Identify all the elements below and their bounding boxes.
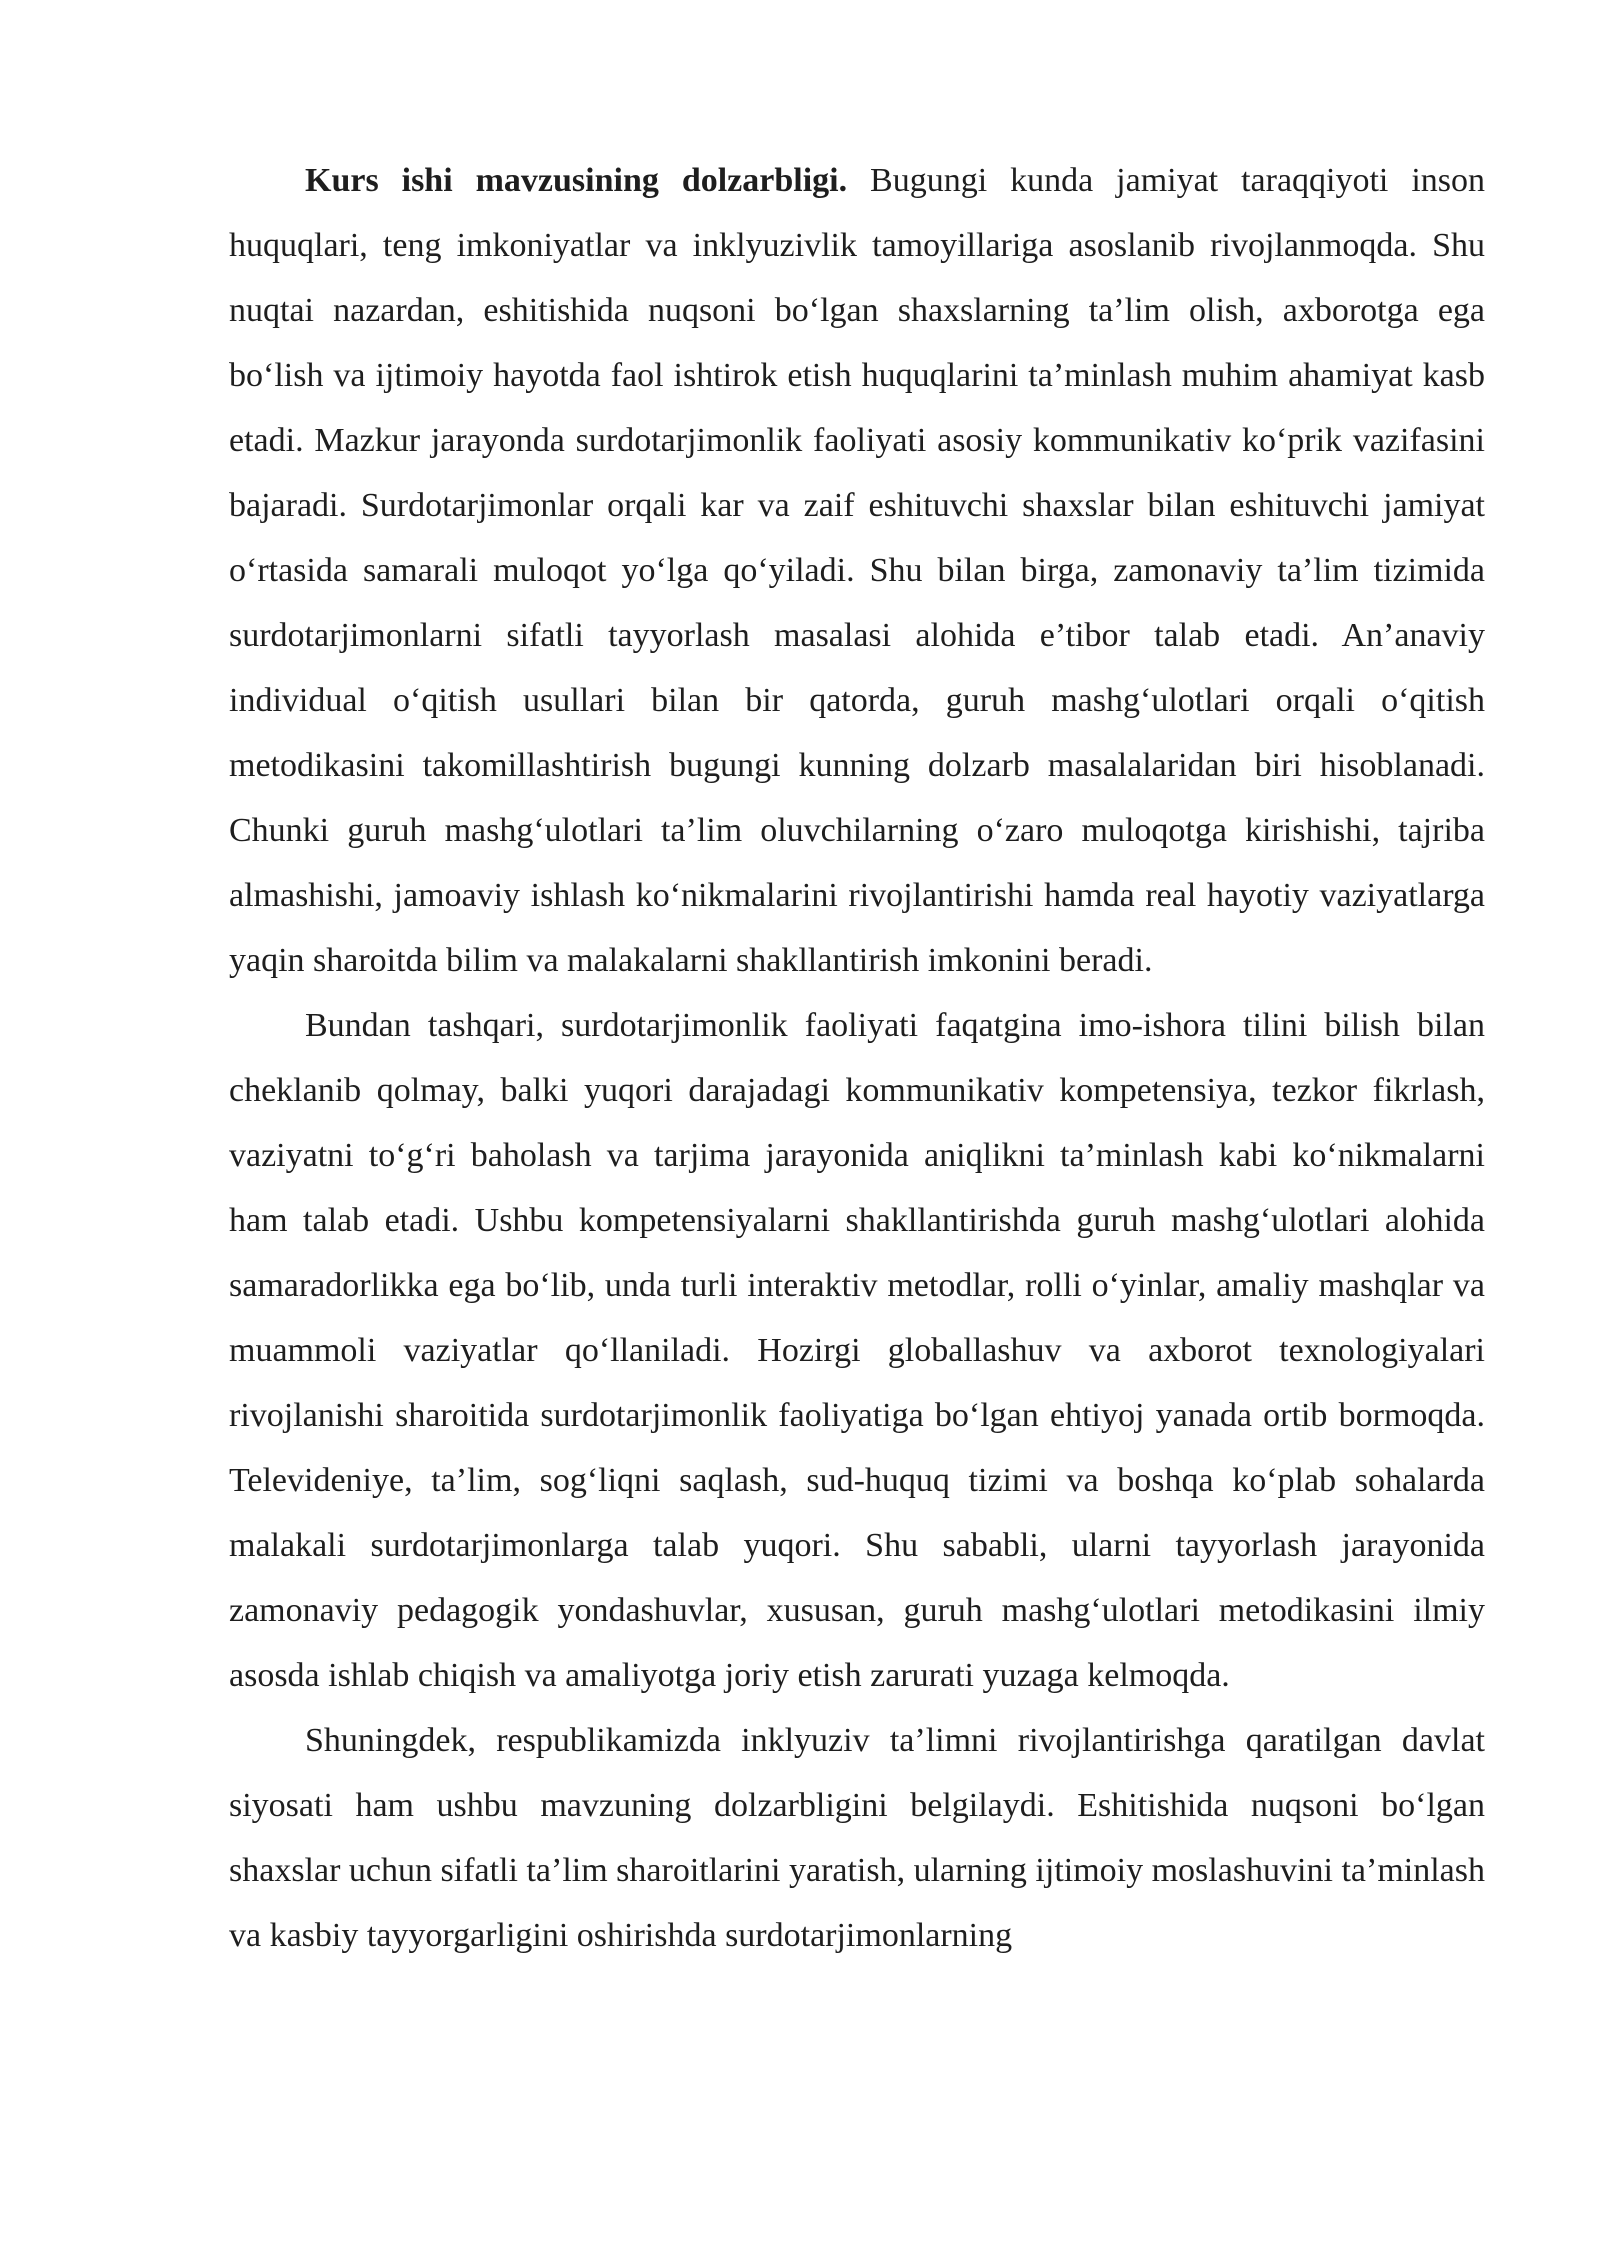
paragraph-state-policy <box>229 1708 1485 1968</box>
document-body <box>229 148 1485 1968</box>
paragraph-competencies <box>229 993 1485 1708</box>
paragraph-text: Bundan tashqari, surdotarjimonlik faoliyati faqatgina imo-ishora tilini bilish bilan cheklanib qolmay, balki yuqori darajadagi kommunikativ kompetensiya, tezkor fikrlash, vaziyatni to‘g‘ri baholash va tarjima jarayonida aniqlikni ta’minlash kabi ko‘nikmalarni ham talab etadi. Ushbu kompetensiyalarni shakllantirishda guruh mashg‘ulotlari alohida samaradorlikka ega bo‘lib, unda turli interaktiv metodlar, rolli o‘yinlar, amaliy mashqlar va muammoli vaziyatlar qo‘llaniladi. Hozirgi globallashuv va axborot texnologiyalari rivojlanishi sharoitida surdotarjimonlik faoliyatiga bo‘lgan ehtiyoj yanada ortib bormoqda. Televideniye, ta’lim, sog‘liqni saqlash, sud-huquq tizimi va boshqa ko‘plab sohalarda malakali surdotarjimonlarga talab yuqori. Shu sababli, ularni tayyorlash jarayonida zamonaviy pedagogik yondashuvlar, xususan, guruh mashg‘ulotlari metodikasini ilmiy asosda ishlab chiqish va amaliyotga joriy etish zarurati yuzaga kelmoqda. <box>229 1007 1485 1694</box>
section-lead-heading: Kurs ishi mavzusining dolzarbligi. <box>305 162 848 199</box>
paragraph-text: Bugungi kunda jamiyat taraqqiyoti inson huquqlari, teng imkoniyatlar va inklyuzivlik tamoyillariga asoslanib rivojlanmoqda. Shu nuqtai nazardan, eshitishida nuqsoni bo‘lgan shaxslarning ta’lim olish, axborotga ega bo‘lish va ijtimoiy hayotda faol ishtirok etish huquqlarini ta’minlash muhim ahamiyat kasb etadi. Mazkur jarayonda surdotarjimonlik faoliyati asosiy kommunikativ ko‘prik vazifasini bajaradi. Surdotarjimonlar orqali kar va zaif eshituvchi shaxslar bilan eshituvchi jamiyat o‘rtasida samarali muloqot yo‘lga qo‘yiladi. Shu bilan birga, zamonaviy ta’lim tizimida surdotarjimonlarni sifatli tayyorlash masalasi alohida e’tibor talab etadi. An’anaviy individual o‘qitish usullari bilan bir qatorda, guruh mashg‘ulotlari orqali o‘qitish metodikasini takomillashtirish bugungi kunning dolzarb masalalaridan biri hisoblanadi. Chunki guruh mashg‘ulotlari ta’lim oluvchilarning o‘zaro muloqotga kirishishi, tajriba almashishi, jamoaviy ishlash ko‘nikmalarini rivojlantirishi hamda real hayotiy vaziyatlarga yaqin sharoitda bilim va malakalarni shakllantirish imkonini beradi. <box>229 162 1485 979</box>
paragraph-text: Shuningdek, respublikamizda inklyuziv ta’limni rivojlantirishga qaratilgan davlat siyosati ham ushbu mavzuning dolzarbligini belgilaydi. Eshitishida nuqsoni bo‘lgan shaxslar uchun sifatli ta’lim sharoitlarini yaratish, ularning ijtimoiy moslashuvini ta’minlash va kasbiy tayyorgarligini oshirishda surdotarjimonlarning <box>229 1722 1485 1954</box>
paragraph-relevance <box>229 148 1485 993</box>
